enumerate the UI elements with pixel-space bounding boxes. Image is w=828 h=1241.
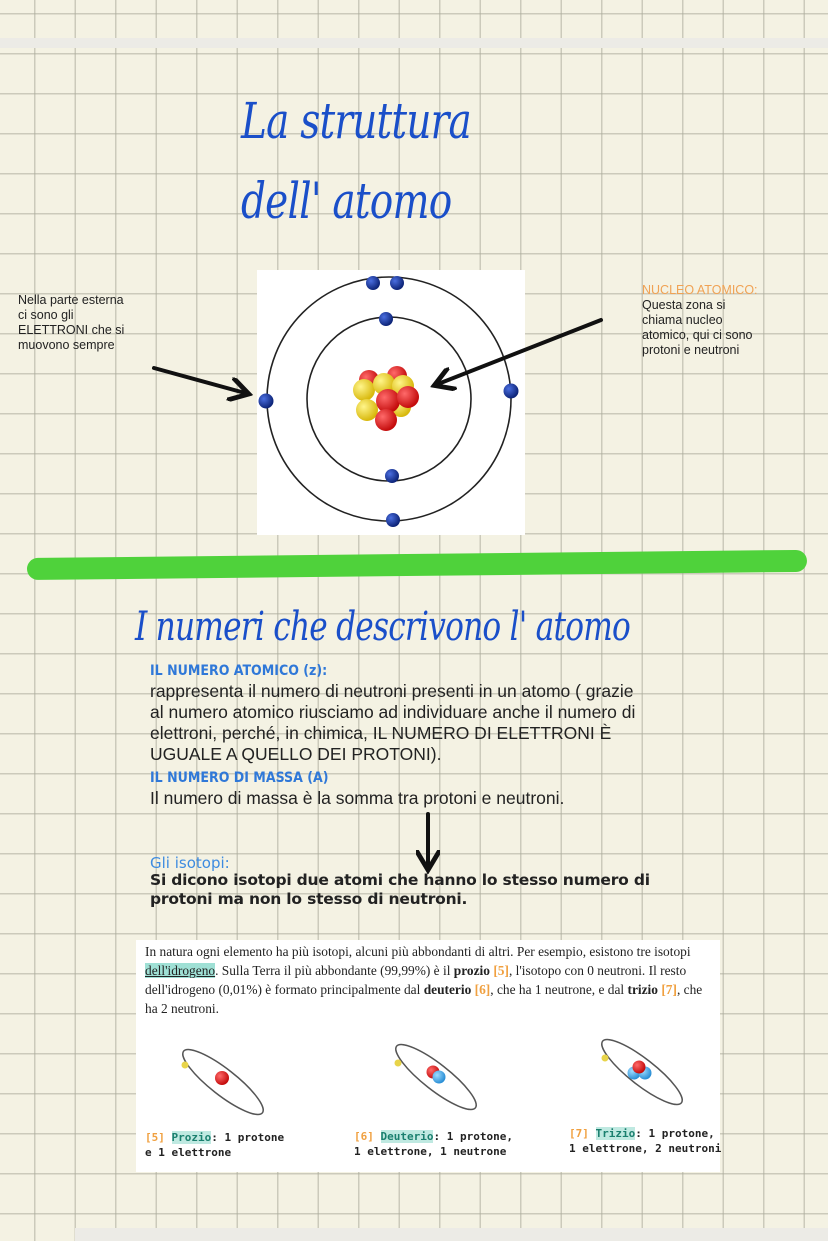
isotope-name: Deuterio: [380, 1130, 434, 1143]
excerpt-text: , che ha 1 neutrone, e dal: [490, 982, 628, 997]
caption-text: e 1 elettrone: [145, 1146, 232, 1159]
text-line: UGUALE A QUELLO DEI PROTONI).: [150, 744, 442, 764]
bold-term: deuterio: [423, 982, 472, 997]
caption-text: : 1 protone,: [433, 1130, 513, 1143]
excerpt-text: , l'isotopo con 0 neutroni. Il resto dell'idrogeno (0,01%) è formato principalmente dal: [145, 963, 687, 997]
electrons-note: [18, 293, 168, 353]
green-divider: [27, 550, 807, 580]
bold-term: prozio: [453, 963, 490, 978]
note-line: ELETTRONI che si: [18, 323, 125, 337]
excerpt-paragraph: [145, 942, 715, 1018]
note-line: muovono sempre: [18, 338, 115, 352]
excerpt-text: In natura ogni elemento ha più isotopi, alcuni più abbondanti di altri. Per esempio, esistono tre isotopi: [145, 944, 691, 959]
caption-protium: [145, 1130, 284, 1160]
atom-diagram: [257, 270, 525, 535]
excerpt-text: , che ha 2 neutroni.: [145, 982, 703, 1016]
figure-ref: [5]: [493, 963, 509, 978]
note-line: protoni e neutroni: [642, 343, 740, 357]
caption-text: : 1 protone,: [635, 1127, 715, 1140]
mass-number-text: Il numero di massa è la somma tra protoni e neutroni.: [150, 788, 565, 808]
note-line: ci sono gli: [18, 308, 74, 322]
section-heading: I numeri che descrivono l' atomo: [135, 604, 631, 650]
caption-text: : 1 protone: [211, 1131, 285, 1144]
caption-text: 1 elettrone, 1 neutrone: [354, 1145, 507, 1158]
note-line: atomico, qui ci sono: [642, 328, 753, 342]
text-line: rappresenta il numero di neutroni presenti in un atomo ( grazie: [150, 681, 634, 701]
note-line: Questa zona si: [642, 298, 726, 312]
note-line: Nella parte esterna: [18, 293, 124, 307]
bold-term: trizio: [627, 982, 658, 997]
title-line-2: dell' atomo: [241, 172, 452, 230]
text-line: al numero atomico riusciamo ad individuare anche il numero di: [150, 702, 636, 722]
figure-ref: [7]: [569, 1127, 589, 1140]
isotopes-text: [150, 871, 750, 909]
nucleus-note: [642, 283, 812, 358]
text-line: protoni ma non lo stesso di neutroni.: [150, 890, 468, 908]
atomic-number-label: IL NUMERO ATOMICO (z):: [150, 663, 328, 679]
isotopes-label: Gli isotopi:: [150, 854, 230, 872]
caption-tritium: [569, 1126, 721, 1156]
isotope-name: Trizio: [595, 1127, 636, 1140]
protium-icon: [176, 1041, 271, 1123]
top-band: [0, 38, 828, 48]
mass-number-label: IL NUMERO DI MASSA (A): [150, 770, 329, 786]
tritium-icon: [595, 1035, 690, 1113]
bottom-band: [75, 1228, 828, 1241]
text-line: elettroni, perché, in chimica, IL NUMERO DI ELETTRONI È: [150, 723, 612, 743]
caption-deuterium: [354, 1129, 513, 1159]
atomic-number-text: [150, 681, 770, 765]
highlighted-term: dell'idrogeno: [145, 963, 216, 978]
text-line: Si dicono isotopi due atomi che hanno lo stesso numero di: [150, 871, 650, 889]
textbook-excerpt: [136, 940, 720, 1172]
isotope-name: Prozio: [171, 1131, 212, 1144]
bohr-atom-icon: [257, 270, 525, 535]
figure-ref: [5]: [145, 1131, 165, 1144]
caption-text: 1 elettrone, 2 neutroni: [569, 1142, 722, 1155]
title-line-1: La struttura: [241, 92, 472, 150]
nucleus-note-title: NUCLEO ATOMICO:: [642, 283, 758, 297]
figure-ref: [6]: [354, 1130, 374, 1143]
excerpt-text: . Sulla Terra il più abbondante (99,99%) è il: [215, 963, 454, 978]
figure-ref: [6]: [474, 982, 491, 997]
hydrogen-isotopes-icons: [136, 1035, 720, 1125]
figure-ref: [7]: [661, 982, 677, 997]
note-line: chiama nucleo: [642, 313, 723, 327]
page-title: [241, 80, 471, 242]
deuterium-icon: [389, 1036, 484, 1118]
arrow-to-electrons-icon: [154, 368, 245, 393]
